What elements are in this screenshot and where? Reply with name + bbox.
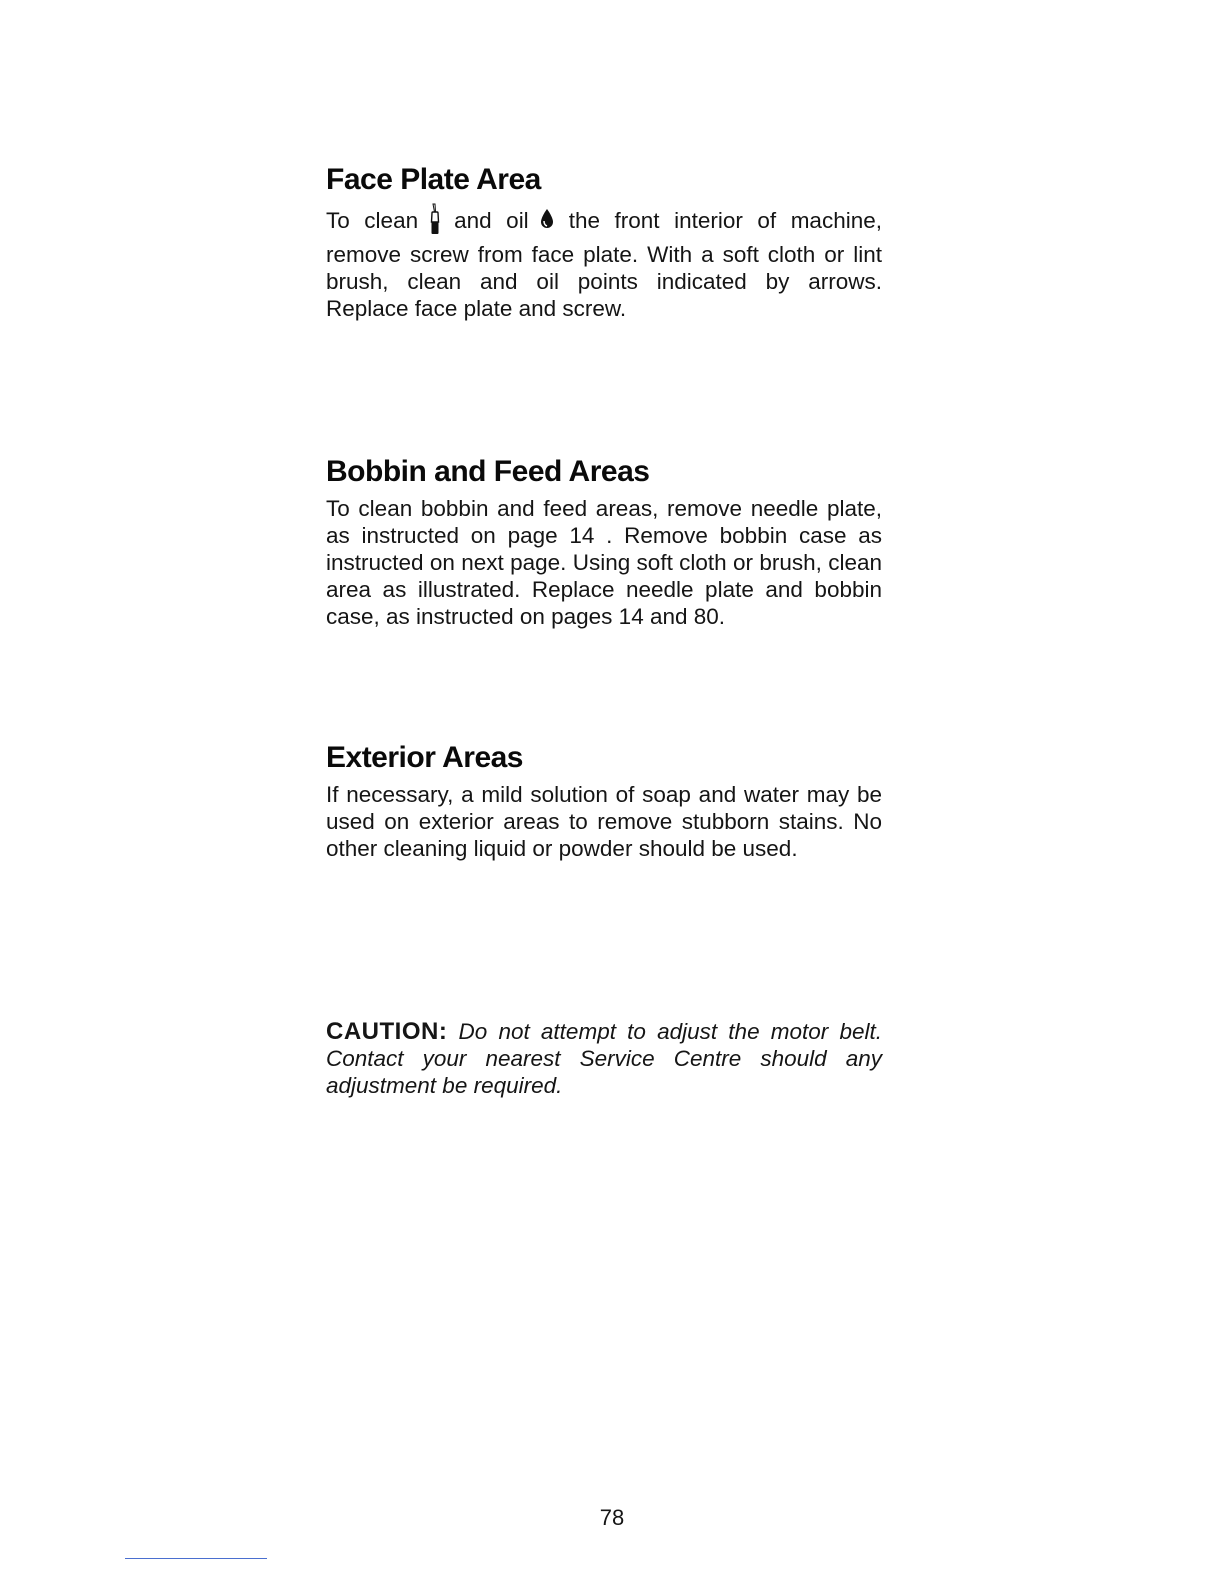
footer-rule [125, 1558, 267, 1559]
caution-label: CAUTION: [326, 1018, 448, 1045]
bobbin-feed-heading: Bobbin and Feed Areas [326, 455, 650, 488]
caution-text: Do not attempt to adjust the motor belt. Contact your nearest Service Centre should any adjustment be required. [326, 1019, 882, 1098]
bobbin-feed-body: To clean bobbin and feed areas, remove needle plate, as instructed on page 14 . Remove bobbin case as instructed on next page. Using soft cloth or brush, clean area as illustrated. Replace needle plate and bobbin case, as instructed on pages 14 and 80. [326, 496, 882, 629]
face-plate-text-2: and oil [454, 207, 529, 233]
bobbin-feed-section [326, 455, 882, 630]
oil-drop-icon [539, 208, 555, 236]
face-plate-body [326, 203, 882, 322]
exterior-body: If necessary, a mild solution of soap and water may be used on exterior areas to remove stubborn stains. No other cleaning liquid or powder should be used. [326, 782, 882, 861]
face-plate-heading: Face Plate Area [326, 163, 541, 196]
lint-brush-icon [430, 203, 440, 241]
caution-section [326, 1018, 882, 1099]
exterior-section [326, 741, 882, 862]
caution-paragraph [326, 1018, 882, 1099]
exterior-heading: Exterior Areas [326, 741, 523, 774]
face-plate-text-3: the front interior of machine, remove screw from face plate. With a soft cloth or lint brush, clean and oil points indicated by arrows. Replace face plate and screw. [326, 207, 882, 321]
face-plate-text-1: To clean [326, 207, 419, 233]
face-plate-section [326, 163, 882, 322]
page-number: 78 [599, 1505, 625, 1530]
